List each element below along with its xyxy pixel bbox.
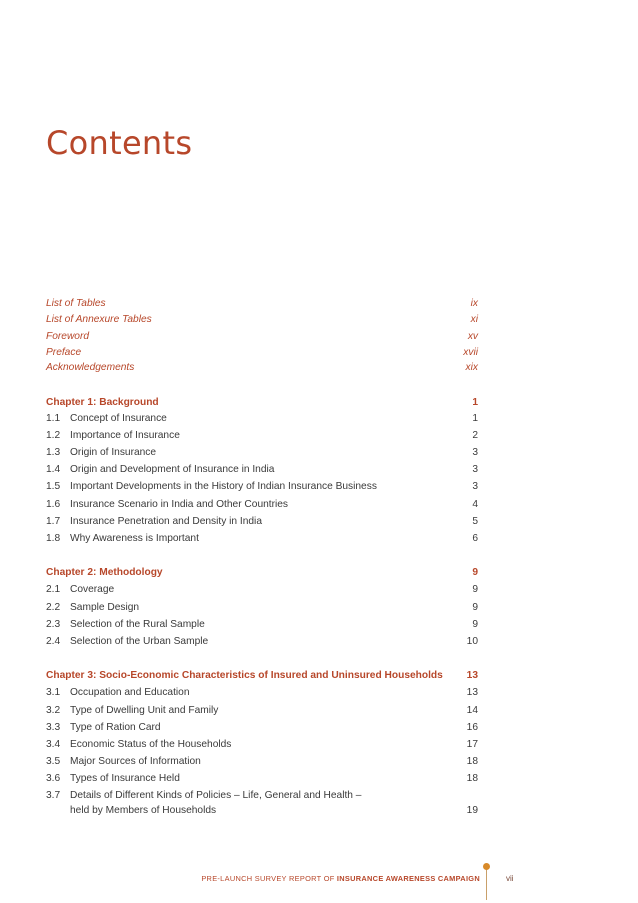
toc-entry-page: 9 <box>472 602 478 613</box>
toc-entry-page: 9 <box>472 584 478 595</box>
toc-entry[interactable] <box>46 497 478 512</box>
toc-entry[interactable] <box>46 754 478 769</box>
toc-entry[interactable] <box>46 514 478 529</box>
section-number: 1.4 <box>46 464 61 475</box>
running-footer <box>201 874 480 883</box>
section-number: 3.4 <box>46 739 61 750</box>
toc-entry-label: Major Sources of Information <box>70 756 201 767</box>
toc-entry-page: 17 <box>466 739 478 750</box>
toc-entry[interactable] <box>46 703 478 718</box>
toc-entry-label: List of Tables <box>46 298 106 309</box>
toc-entry-label: Type of Dwelling Unit and Family <box>70 705 219 716</box>
toc-entry[interactable] <box>46 788 478 803</box>
toc-entry[interactable] <box>46 462 478 477</box>
toc-entry-label: Insurance Scenario in India and Other Countries <box>70 499 289 510</box>
page-number: vii <box>506 874 514 883</box>
chapter-heading[interactable] <box>46 668 478 683</box>
toc-entry-page: 4 <box>472 499 478 510</box>
toc-entry[interactable] <box>46 345 478 360</box>
toc-entry-page: 1 <box>472 413 478 424</box>
toc-entry-label: Type of Ration Card <box>70 722 161 733</box>
toc-entry-page: xi <box>470 314 478 325</box>
section-number: 3.6 <box>46 773 61 784</box>
toc-entry-page: xix <box>465 362 478 373</box>
toc-entry[interactable] <box>46 445 478 460</box>
toc-entry[interactable] <box>46 771 478 786</box>
toc-entry[interactable] <box>46 617 478 632</box>
toc-entry-page: 18 <box>466 756 478 767</box>
toc-entry-label: Sample Design <box>70 602 140 613</box>
toc-entry[interactable] <box>46 531 478 546</box>
toc-entry[interactable] <box>46 329 478 344</box>
toc-entry-label: Types of Insurance Held <box>70 773 180 784</box>
toc-entry-label: Why Awareness is Important <box>70 533 199 544</box>
toc-entry-label: Concept of Insurance <box>70 413 167 424</box>
chapter-page: 9 <box>472 567 478 578</box>
section-number: 3.2 <box>46 705 61 716</box>
toc-entry-page: ix <box>470 298 478 309</box>
toc-entry-page: 5 <box>472 516 478 527</box>
chapter-heading[interactable] <box>46 395 478 410</box>
toc-entry-label: Coverage <box>70 584 115 595</box>
chapter-heading[interactable] <box>46 565 478 580</box>
toc-entry-label: Economic Status of the Households <box>70 739 232 750</box>
toc-entry-page: 3 <box>472 481 478 492</box>
toc-entry[interactable] <box>46 634 478 649</box>
toc-entry-page: xvii <box>463 347 478 358</box>
toc-entry-label: Importance of Insurance <box>70 430 180 441</box>
toc-entry-label: Important Developments in the History of Indian Insurance Business <box>70 481 377 492</box>
section-number: 3.7 <box>46 790 61 801</box>
toc-entry-page: 3 <box>472 464 478 475</box>
toc-entry-page: 10 <box>466 636 478 647</box>
footer-dot-icon <box>483 863 490 870</box>
toc-entry[interactable] <box>46 411 478 426</box>
chapter-title: Chapter 2: Methodology <box>46 567 163 578</box>
section-number: 3.5 <box>46 756 61 767</box>
toc-entry[interactable] <box>46 479 478 494</box>
toc-entry-label: Selection of the Urban Sample <box>70 636 209 647</box>
footer-title: INSURANCE AWARENESS CAMPAIGN <box>336 874 480 883</box>
toc-entry-page: 18 <box>466 773 478 784</box>
toc-entry-label: Origin and Development of Insurance in India <box>70 464 275 475</box>
toc-entry-page: 16 <box>466 722 478 733</box>
section-number: 3.3 <box>46 722 61 733</box>
toc-entry-label: Details of Different Kinds of Policies – Life, General and Health – <box>70 790 362 801</box>
toc-entry[interactable] <box>46 737 478 752</box>
section-number: 2.1 <box>46 584 61 595</box>
toc-entry-continued[interactable] <box>46 803 478 818</box>
toc-entry-label: Acknowledgements <box>46 362 135 373</box>
toc-entry[interactable] <box>46 312 478 327</box>
toc-entry-label: Selection of the Rural Sample <box>70 619 205 630</box>
page-title: Contents <box>46 124 193 162</box>
section-number: 1.5 <box>46 481 61 492</box>
section-number: 2.2 <box>46 602 61 613</box>
toc-entry[interactable] <box>46 296 478 311</box>
section-number: 1.7 <box>46 516 61 527</box>
toc-entry-page: 9 <box>472 619 478 630</box>
chapter-page: 1 <box>472 397 478 408</box>
section-number: 1.6 <box>46 499 61 510</box>
section-number: 1.2 <box>46 430 61 441</box>
toc-entry[interactable] <box>46 720 478 735</box>
toc-entry-page: xv <box>467 331 478 342</box>
toc-entry-page: 19 <box>466 805 478 816</box>
chapter-title: Chapter 1: Background <box>46 397 159 408</box>
toc-entry-label: Preface <box>46 347 82 358</box>
toc-entry-page: 13 <box>466 687 478 698</box>
toc-entry-page: 6 <box>472 533 478 544</box>
section-number: 2.3 <box>46 619 61 630</box>
chapter-title: Chapter 3: Socio-Economic Characteristics of Insured and Uninsured Households <box>46 670 443 681</box>
toc-entry-page: 3 <box>472 447 478 458</box>
toc-entry[interactable] <box>46 600 478 615</box>
toc-entry-label: held by Members of Households <box>70 805 217 816</box>
section-number: 2.4 <box>46 636 61 647</box>
toc-entry-page: 2 <box>472 430 478 441</box>
section-number: 1.3 <box>46 447 61 458</box>
toc-entry-label: Origin of Insurance <box>70 447 157 458</box>
toc-entry[interactable] <box>46 428 478 443</box>
toc-entry-label: Foreword <box>46 331 90 342</box>
toc-entry-label: List of Annexure Tables <box>46 314 152 325</box>
footer-divider <box>486 866 487 900</box>
toc-entry[interactable] <box>46 582 478 597</box>
toc-entry-label: Insurance Penetration and Density in India <box>70 516 262 527</box>
chapter-page: 13 <box>466 670 478 681</box>
section-number: 3.1 <box>46 687 61 698</box>
section-number: 1.1 <box>46 413 61 424</box>
section-number: 1.8 <box>46 533 61 544</box>
toc-entry[interactable] <box>46 685 478 700</box>
toc-entry-label: Occupation and Education <box>70 687 190 698</box>
toc-entry-page: 14 <box>466 705 478 716</box>
toc-entry[interactable] <box>46 360 478 375</box>
footer-prefix: PRE-LAUNCH SURVEY REPORT OF <box>201 874 337 883</box>
